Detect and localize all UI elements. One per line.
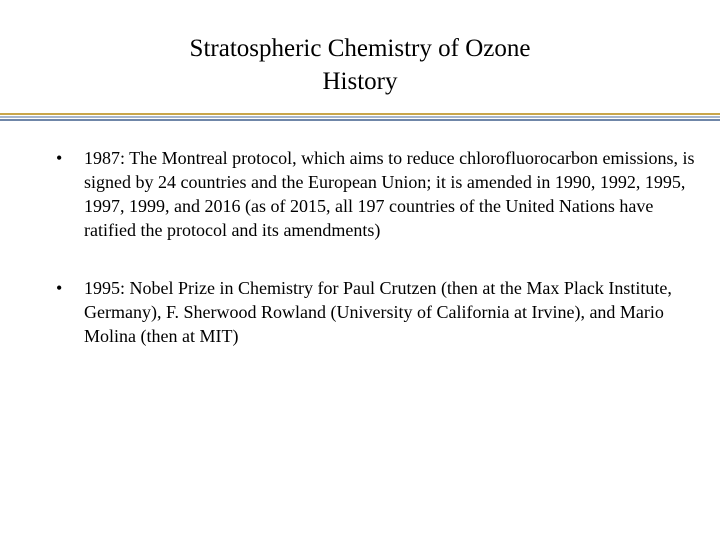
bullet-icon: • xyxy=(56,278,63,298)
bullet-text: 1987: The Montreal protocol, which aims to reduce chlorofluorocarbon emissions, is signed by 24 countries and the European Union; it is amended in 1990, 1992, 1995, 1997, 1999, and 2016 (as of 2015, all 197 countries of the United Nations have ratified the protocol and its amendments) xyxy=(84,148,695,240)
bullet-text: 1995: Nobel Prize in Chemistry for Paul Crutzen (then at the Max Plack Institute, Germany), F. Sherwood Rowland (University of California at Irvine), and Mario Molina (then at MIT) xyxy=(84,278,672,346)
title-line-1: Stratospheric Chemistry of Ozone xyxy=(189,35,531,62)
slide-title xyxy=(0,32,720,98)
bullet-item-1995 xyxy=(56,276,696,348)
title-divider xyxy=(0,113,720,122)
title-line-2: History xyxy=(322,68,398,95)
bullet-icon: • xyxy=(56,148,63,168)
blue-rule xyxy=(0,119,720,121)
bullet-item-1987 xyxy=(56,146,696,242)
slide-content xyxy=(56,146,696,348)
gold-rule xyxy=(0,113,720,115)
light-blue-rule xyxy=(0,116,720,118)
